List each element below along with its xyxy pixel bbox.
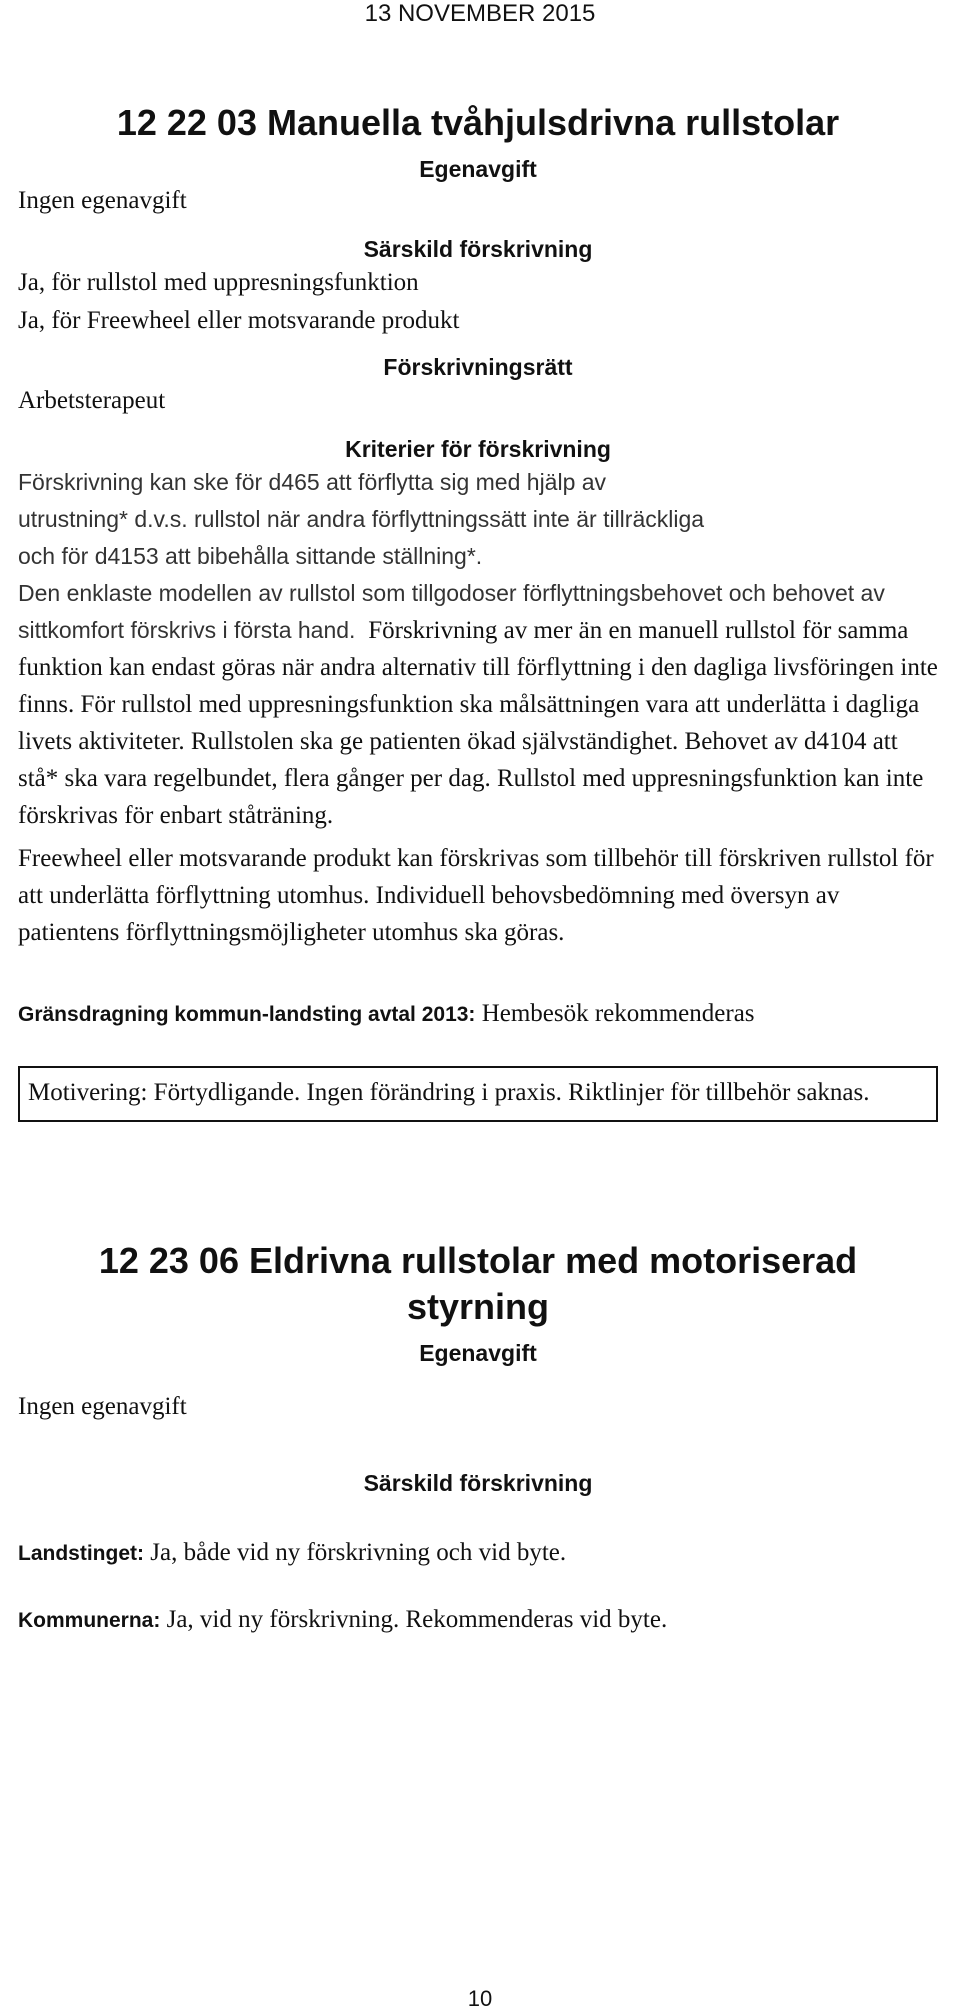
header-date: 13 NOVEMBER 2015 — [364, 0, 596, 27]
egenavgift-value: Ingen egenavgift — [18, 187, 187, 214]
sarskild-heading-2: Särskild förskrivning — [363, 1470, 593, 1496]
forskrivningsratt-heading: Förskrivningsrätt — [383, 354, 573, 380]
gransdragning-label: Gränsdragning kommun-landsting avtal 2013: — [18, 1003, 476, 1026]
section-title-manuella: 12 22 03 Manuella tvåhjulsdrivna rullstolar — [116, 102, 840, 143]
kriterier-heading: Kriterier för förskrivning — [345, 436, 611, 462]
motivering-box: Motivering: Förtydligande. Ingen förändring i praxis. Riktlinjer för tillbehör saknas. — [18, 1066, 938, 1122]
sarskild-heading: Särskild förskrivning — [363, 236, 593, 262]
landstinget-label: Landstinget: — [18, 1542, 144, 1565]
kriterier-paragraph — [18, 575, 938, 834]
landstinget-line — [18, 1534, 938, 1573]
gransdragning-paragraph — [18, 995, 938, 1034]
page-number: 10 — [467, 1986, 493, 2011]
page-content — [18, 100, 938, 1640]
kriterier-text-1: Den enklaste modellen av rullstol som tillgodoser förflyttningsbehovet och behovet av sittkomfort förskrivs i första hand. — [18, 580, 885, 643]
landstinget-value: Ja, både vid ny förskrivning och vid byte. — [150, 1539, 567, 1566]
kommunerna-label: Kommunerna: — [18, 1609, 161, 1632]
kriterier-line-2: utrustning* d.v.s. rullstol när andra förflyttningssätt inte är tillräckliga — [18, 506, 705, 532]
kriterier-block — [18, 464, 938, 834]
egenavgift-value-2: Ingen egenavgift — [18, 1393, 187, 1420]
egenavgift-heading-2: Egenavgift — [419, 1340, 537, 1366]
kommunerna-line — [18, 1601, 938, 1640]
kriterier-line-3: och för d4153 att bibehålla sittande ställning*. — [18, 543, 483, 569]
egenavgift-heading: Egenavgift — [419, 156, 537, 182]
section-title-eldrivna: 12 23 06 Eldrivna rullstolar med motoriserad styrning — [98, 1240, 858, 1327]
freewheel-paragraph: Freewheel eller motsvarande produkt kan förskrivas som tillbehör till förskriven rullstol för att underlätta förflyttning utomhus. Individuell behovsbedömning med översyn av patientens förflyttningsmöjligheter utomhus ska göras. — [18, 845, 934, 946]
sarskild-line-2: Ja, för Freewheel eller motsvarande produkt — [18, 307, 460, 334]
sarskild-line-1: Ja, för rullstol med uppresningsfunktion — [18, 269, 419, 296]
kriterier-line-1: Förskrivning kan ske för d465 att förflytta sig med hjälp av — [18, 469, 607, 495]
gransdragning-value: Hembesök rekommenderas — [481, 1000, 755, 1027]
kommunerna-value: Ja, vid ny förskrivning. Rekommenderas vid byte. — [166, 1606, 668, 1633]
kriterier-text-2: Förskrivning av mer än en manuell rullstol för samma funktion kan endast göras när andra alternativ till förflyttning i den dagliga livsföringen inte finns. För rullstol med uppresningsfunktion ska målsättningen vara att underlätta i dagliga livets aktiviteter. Rullstolen ska ge patienten ökad självständighet. Behovet av d4104 att stå* ska vara regelbundet, flera gånger per dag. Rullstol med uppresningsfunktion kan inte förskrivas för enbart ståträning. — [18, 617, 938, 829]
forskrivningsratt-value: Arbetsterapeut — [18, 387, 166, 414]
